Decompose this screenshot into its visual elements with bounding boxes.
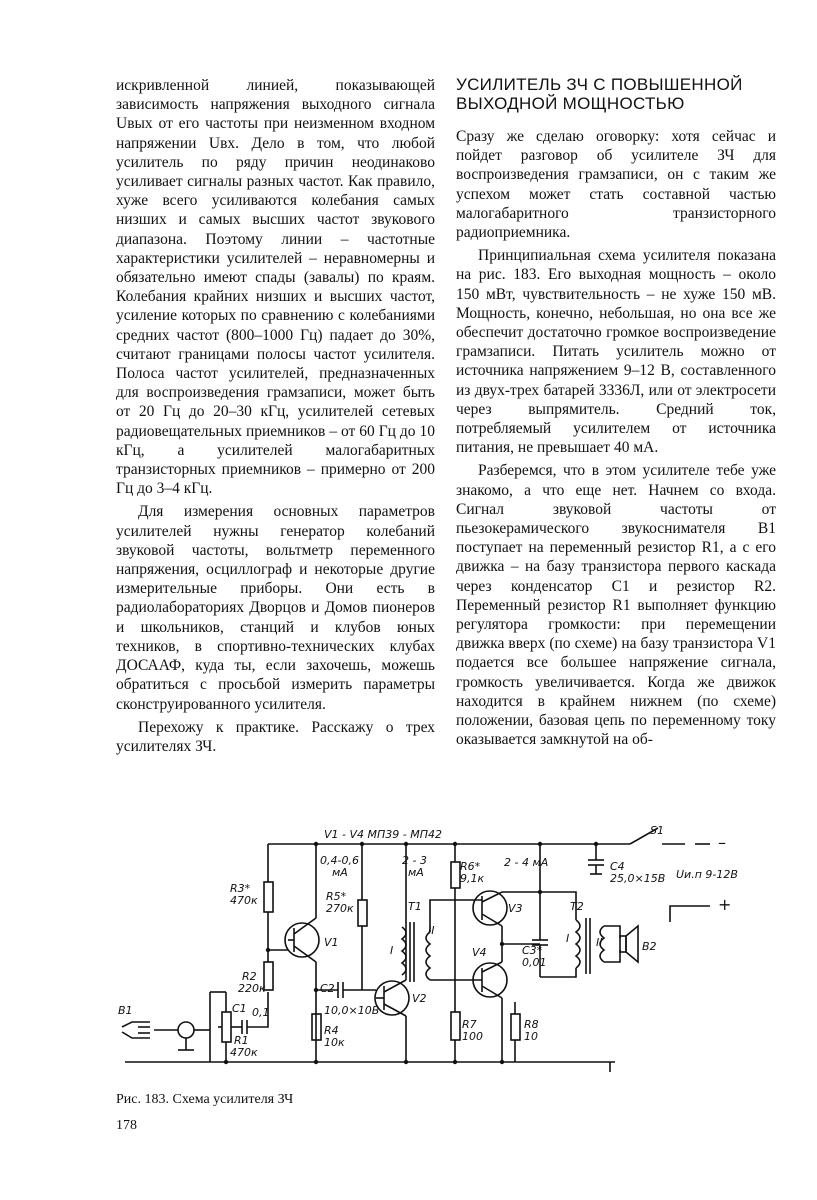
- current2-unit: мА: [408, 866, 424, 879]
- c4-label: С4: [610, 860, 625, 873]
- r5-value: 270к: [326, 902, 354, 915]
- page-number: 178: [116, 1118, 137, 1133]
- resistor-r1: [222, 1012, 231, 1042]
- r6-label: R6*: [460, 860, 481, 873]
- r3-value: 470к: [230, 894, 258, 907]
- resistor-r3: [264, 882, 273, 912]
- b2-label: В2: [642, 940, 657, 953]
- r8-label: R8: [524, 1018, 539, 1031]
- plus-label: +: [718, 895, 732, 914]
- current2-label: 2 - 3: [402, 854, 427, 867]
- r4-label: R4: [324, 1024, 339, 1037]
- b1-label: В1: [118, 1004, 133, 1017]
- resistor-r7: [451, 1012, 460, 1040]
- r7-value: 100: [462, 1030, 483, 1043]
- c4-value: 25,0×15В: [610, 872, 666, 885]
- r6-value: 9,1к: [460, 872, 485, 885]
- v2-label: V2: [412, 992, 427, 1005]
- r4-value: 10к: [324, 1036, 345, 1049]
- transformer-t2: [576, 920, 580, 968]
- resistor-r8: [511, 1014, 520, 1040]
- r5-label: R5*: [326, 890, 347, 903]
- paragraph: Сразу же сделаю оговорку: хотя сейчас и пойдет разговор об усилителе ЗЧ для воспроизведения грамзаписи, он с таким же успехом может стать составной частью малогабаритного транзисторного радиоприемника.: [456, 128, 776, 242]
- c2-label: С2: [320, 982, 335, 995]
- v4-label: V4: [472, 946, 487, 959]
- paragraph: Перехожу к практике. Расскажу о трех усилителях ЗЧ.: [116, 718, 435, 755]
- transistor-v3: [473, 891, 507, 925]
- t2-label: Т2: [570, 900, 584, 913]
- s1-label: S1: [650, 824, 664, 837]
- r7-label: R7: [462, 1018, 477, 1031]
- c1-label: С1: [232, 1002, 247, 1015]
- left-text-column: [116, 76, 435, 756]
- c3-label: С3*: [522, 944, 543, 957]
- v3-label: V3: [508, 902, 523, 915]
- paragraph: Разберемся, что в этом усилителе тебе уже знакомо, а что еще нет. Начнем со входа. Сигнал звуковой частоты от пьезокерамического звукоснимателя В1 поступает на переменный резистор R1, а с его движка – на базу транзистора первого каскада через конденсатор С1 и резистор R2. Переменный резистор R1 выполняет функцию регулятора громкости: при перемещении движка вверх (по схеме) на базу транзистора V1 подается все большее напряжение сигнала, громкость увеличивается. Когда же движок находится в крайнем нижнем (по схеме) положении, базовая цепь по переменному току оказывается замкнутой на об-: [456, 462, 776, 749]
- v1-label: V1: [324, 936, 339, 949]
- t1-winding2: II: [428, 924, 435, 937]
- c1-value: 0,1: [252, 1006, 270, 1019]
- r3-label: R3*: [230, 882, 251, 895]
- section-heading: УСИЛИТЕЛЬ ЗЧ С ПОВЫШЕННОЙ ВЫХОДНОЙ МОЩНОСТЬЮ: [456, 75, 743, 113]
- t2-winding1: I: [566, 932, 570, 945]
- current3-label: 2 - 4 мА: [504, 856, 549, 869]
- c3-value: 0,01: [522, 956, 547, 969]
- amplifier-schematic: [110, 822, 790, 1084]
- r1-value: 470к: [230, 1046, 258, 1059]
- r1-label: R1: [234, 1034, 249, 1047]
- transistor-type-label: V1 - V4 МП39 - МП42: [324, 828, 442, 841]
- speaker-b2: [620, 936, 626, 952]
- r2-label: R2: [242, 970, 257, 983]
- paragraph: Принципиальная схема усилителя показана на рис. 183. Его выходная мощность – около 150 мВт, чувствительность – не хуже 150 мВ. Мощность, конечно, небольшая, но она все же обеспечит достаточно громкое воспроизведение грамзаписи. Питать усилитель можно от источника напряжением 9–12 В, составленного из двух-трех батарей 3336Л, или от электросети через выпрямитель. Средний ток, потребляемый усилителем от источника питания, не превышает 40 мА.: [456, 247, 776, 457]
- t1-label: Т1: [408, 900, 422, 913]
- t2-winding2: II: [596, 936, 603, 949]
- paragraph: искривленной линией, показывающей зависимость напряжения выходного сигнала Uвых от его частоты при неизменном входном напряжении Uвх. Дело в том, что любой усилитель по ряду причин неодинаково усиливает сигналы разных частот. Как правило, хуже всего усиливаются колебания самых низших и самых высших частот звукового диапазона. Поэтому линии – частотные характеристики усилителей – неравномерны и обязательно имеют спады (завалы) по краям. Колебания крайних низших и высших частот, усиление которых по сравнению с колебаниями средних частот (800–1000 Гц) падает до 30%, считают границами полосы частот усилителя. Полоса частот усилителей, предназначенных для воспроизведения грамзаписи, может быть от 20 Гц до 20–30 кГц, усилителей сетевых радиовещательных приемников – от 60 Гц до 10 кГц, а усилителей малогабаритных транзисторных приемников – примерно от 200 Гц до 3–4 кГц.: [116, 77, 435, 498]
- r2-value: 220к: [238, 982, 266, 995]
- paragraph: Для измерения основных параметров усилителей нужны генератор колебаний звуковой частоты, вольтметр переменного напряжения, осциллограф и некоторые другие измерительные приборы. Они есть в радиолабораториях Дворцов и Домов пионеров и школьников, станций и клубов юных техников, в спортивно-технических клубах ДОСААФ, куда ты, если захочешь, можешь обратиться с просьбой измерить параметры сконструированного усилителя.: [116, 503, 435, 713]
- current1-label: 0,4-0,6: [320, 854, 359, 867]
- r8-value: 10: [524, 1030, 538, 1043]
- right-text-column: [456, 76, 776, 750]
- c2-value: 10,0×10В: [324, 1004, 380, 1017]
- current1-unit: мА: [332, 866, 348, 879]
- minus-label: –: [718, 833, 726, 852]
- supply-label: Uи.п 9-12В: [676, 868, 738, 881]
- schematic-drawing: [110, 822, 790, 1084]
- figure-caption: Рис. 183. Схема усилителя ЗЧ: [116, 1092, 294, 1107]
- resistor-r5: [358, 900, 367, 926]
- t1-winding1: I: [390, 944, 394, 957]
- resistor-r6: [451, 862, 460, 888]
